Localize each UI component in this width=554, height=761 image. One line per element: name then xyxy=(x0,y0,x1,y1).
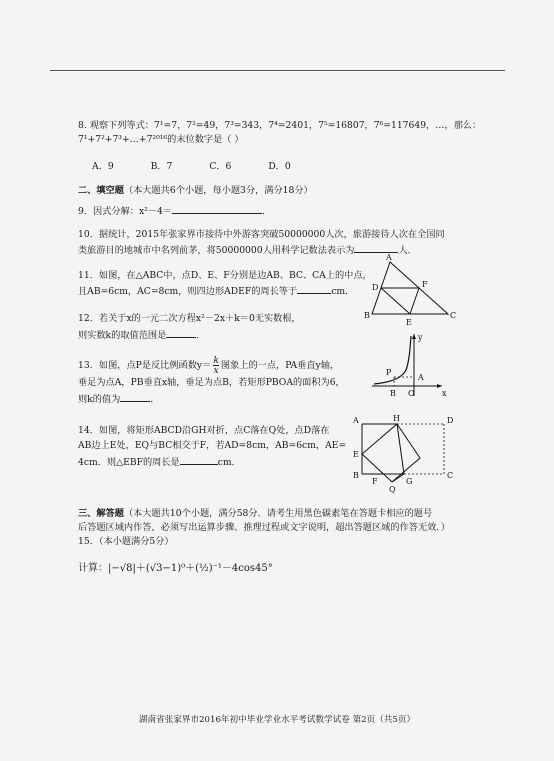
q13-text: 则k的值为 xyxy=(78,394,121,405)
q14-line3 xyxy=(78,455,241,469)
label-e: E xyxy=(353,450,359,459)
label-f: F xyxy=(372,477,378,486)
label-p: P xyxy=(386,368,392,377)
triangle-figure xyxy=(360,252,460,332)
q15-title: 15．（本小题满分5分） xyxy=(78,536,174,547)
q14-text: 4cm．则△EBF的周长是 xyxy=(78,457,180,468)
q11-line2 xyxy=(78,284,354,298)
q13-line3 xyxy=(78,392,160,406)
fold-line-gh xyxy=(397,424,404,474)
section2-heading xyxy=(78,185,313,197)
q15-prefix: 计算： xyxy=(78,563,108,574)
q8-line2: 7¹+7²+7³+…+7²⁰¹⁶的末位数字是（ ） xyxy=(78,134,244,145)
q8-choices xyxy=(92,158,325,172)
q13-text-a: 13．如图，点P是反比例函数y＝ xyxy=(78,360,212,371)
q11-text: 且AB=6cm，AC=8cm，则四边形ADEF的周长等于 xyxy=(78,286,298,297)
folded-rectangle-figure xyxy=(348,412,462,496)
label-g: G xyxy=(406,477,413,486)
q10-line1: 10．据统计，2015年张家界市接待中外游客突破50000000人次，旅游接待人次在全国同 xyxy=(78,229,445,240)
section3-note-line1: （本大题共10个小题，满分58分．请考生用黑色碳素笔在答题卡相应的题号 xyxy=(123,508,433,519)
label-a: A xyxy=(353,416,359,425)
section2-title: 二、填空题 xyxy=(78,185,124,196)
label-x: x xyxy=(442,389,447,398)
x-axis-arrow xyxy=(437,384,442,388)
q11-end: cm． xyxy=(331,286,355,297)
folded-quadrilateral xyxy=(362,424,420,482)
q11-line1: 11．如图，在△ABC中，点D、E、F分别是边AB、BC、CA上的中点， xyxy=(78,270,372,281)
label-b: B xyxy=(364,311,370,320)
label-h: H xyxy=(393,414,400,423)
q10-text: 类旅游目的地城市中名列前茅，将50000000人用科学记数法表示为 xyxy=(78,245,355,256)
page-footer: 湖南省张家界市2016年初中毕业学业水平考试数学试卷 第2页（共5页） xyxy=(138,715,416,725)
q13-fraction xyxy=(213,356,219,375)
q9-end: ． xyxy=(262,206,272,217)
q14-line1: 14．如图，将矩形ABCD沿GH对折，点C落在Q处，点D落在 xyxy=(78,425,330,436)
label-y: y xyxy=(418,333,423,342)
q13-frac-den: x xyxy=(213,365,219,376)
q12-text: 则实数k的取值范围是 xyxy=(78,330,167,341)
q8-choice-b: B．7 xyxy=(150,161,173,172)
q11-answer-blank xyxy=(297,284,331,294)
y-axis-arrow xyxy=(412,334,416,339)
section2-note: （本大题共6个小题，每小题3分，满分18分） xyxy=(123,185,313,196)
q13-text-b: 图象上的一点，PA垂直y轴， xyxy=(220,360,340,371)
q12-answer-blank xyxy=(166,328,196,338)
q13-frac-num: k xyxy=(213,355,219,366)
q10-end: 人． xyxy=(398,245,417,256)
q14-line2: AB边上E处，EQ与BC相交于F，若AD=8cm，AB=6cm，AE= xyxy=(78,440,347,451)
label-e: E xyxy=(406,318,412,327)
label-d: D xyxy=(447,416,454,425)
section3-title: 三、解答题 xyxy=(78,508,124,519)
q8-choice-a: A．9 xyxy=(92,161,114,172)
q14-end: cm． xyxy=(217,457,241,468)
label-d: D xyxy=(372,283,379,292)
label-a: A xyxy=(418,373,424,382)
section3-heading xyxy=(78,508,432,520)
hyperbola-curve xyxy=(374,336,411,384)
q8-choice-c: C．6 xyxy=(209,161,232,172)
q13-line1 xyxy=(78,356,339,375)
segment-gq xyxy=(392,474,404,482)
q12-line1: 12．若关于x的一元二次方程x²－2x＋k＝0无实数根， xyxy=(78,313,301,324)
label-b: B xyxy=(390,389,396,398)
q14-answer-blank xyxy=(180,455,218,465)
q9 xyxy=(78,204,271,218)
header-rule xyxy=(50,70,505,71)
q15-expression: |−√8|＋(√3−1)⁰＋(½)⁻¹－4cos45° xyxy=(108,563,273,574)
label-o: O xyxy=(408,389,415,398)
label-a: A xyxy=(386,253,392,262)
q13-line2: 垂足为点A，PB垂直x轴，垂足为点B，若矩形PBOA的面积为6， xyxy=(78,377,345,388)
label-f: F xyxy=(422,280,428,289)
q9-answer-blank xyxy=(172,204,262,214)
midpoint-quadrilateral xyxy=(381,288,419,314)
hyperbola-figure xyxy=(362,330,452,402)
label-b: B xyxy=(353,471,359,480)
q9-text: 9．因式分解：x²－4＝ xyxy=(78,206,173,217)
section3-note-line2: 后答题区域内作答，必须写出运算步骤、推理过程或文字说明，超出答题区域的作答无效．） xyxy=(78,522,451,533)
q15-expression-line xyxy=(78,563,273,575)
q8-line1: 8. 观察下列等式：7¹=7，7²=49，7³=343，7⁴=2401，7⁵=16807，7⁶=117649，…，那么： xyxy=(78,120,482,131)
label-q: Q xyxy=(389,485,396,494)
q13-answer-blank xyxy=(120,392,150,402)
q12-line2 xyxy=(78,328,205,342)
label-c: C xyxy=(447,471,454,480)
q13-end: ． xyxy=(150,394,160,405)
label-c: C xyxy=(450,311,457,320)
q8-choice-d: D．0 xyxy=(268,161,291,172)
q12-end: ． xyxy=(196,330,206,341)
